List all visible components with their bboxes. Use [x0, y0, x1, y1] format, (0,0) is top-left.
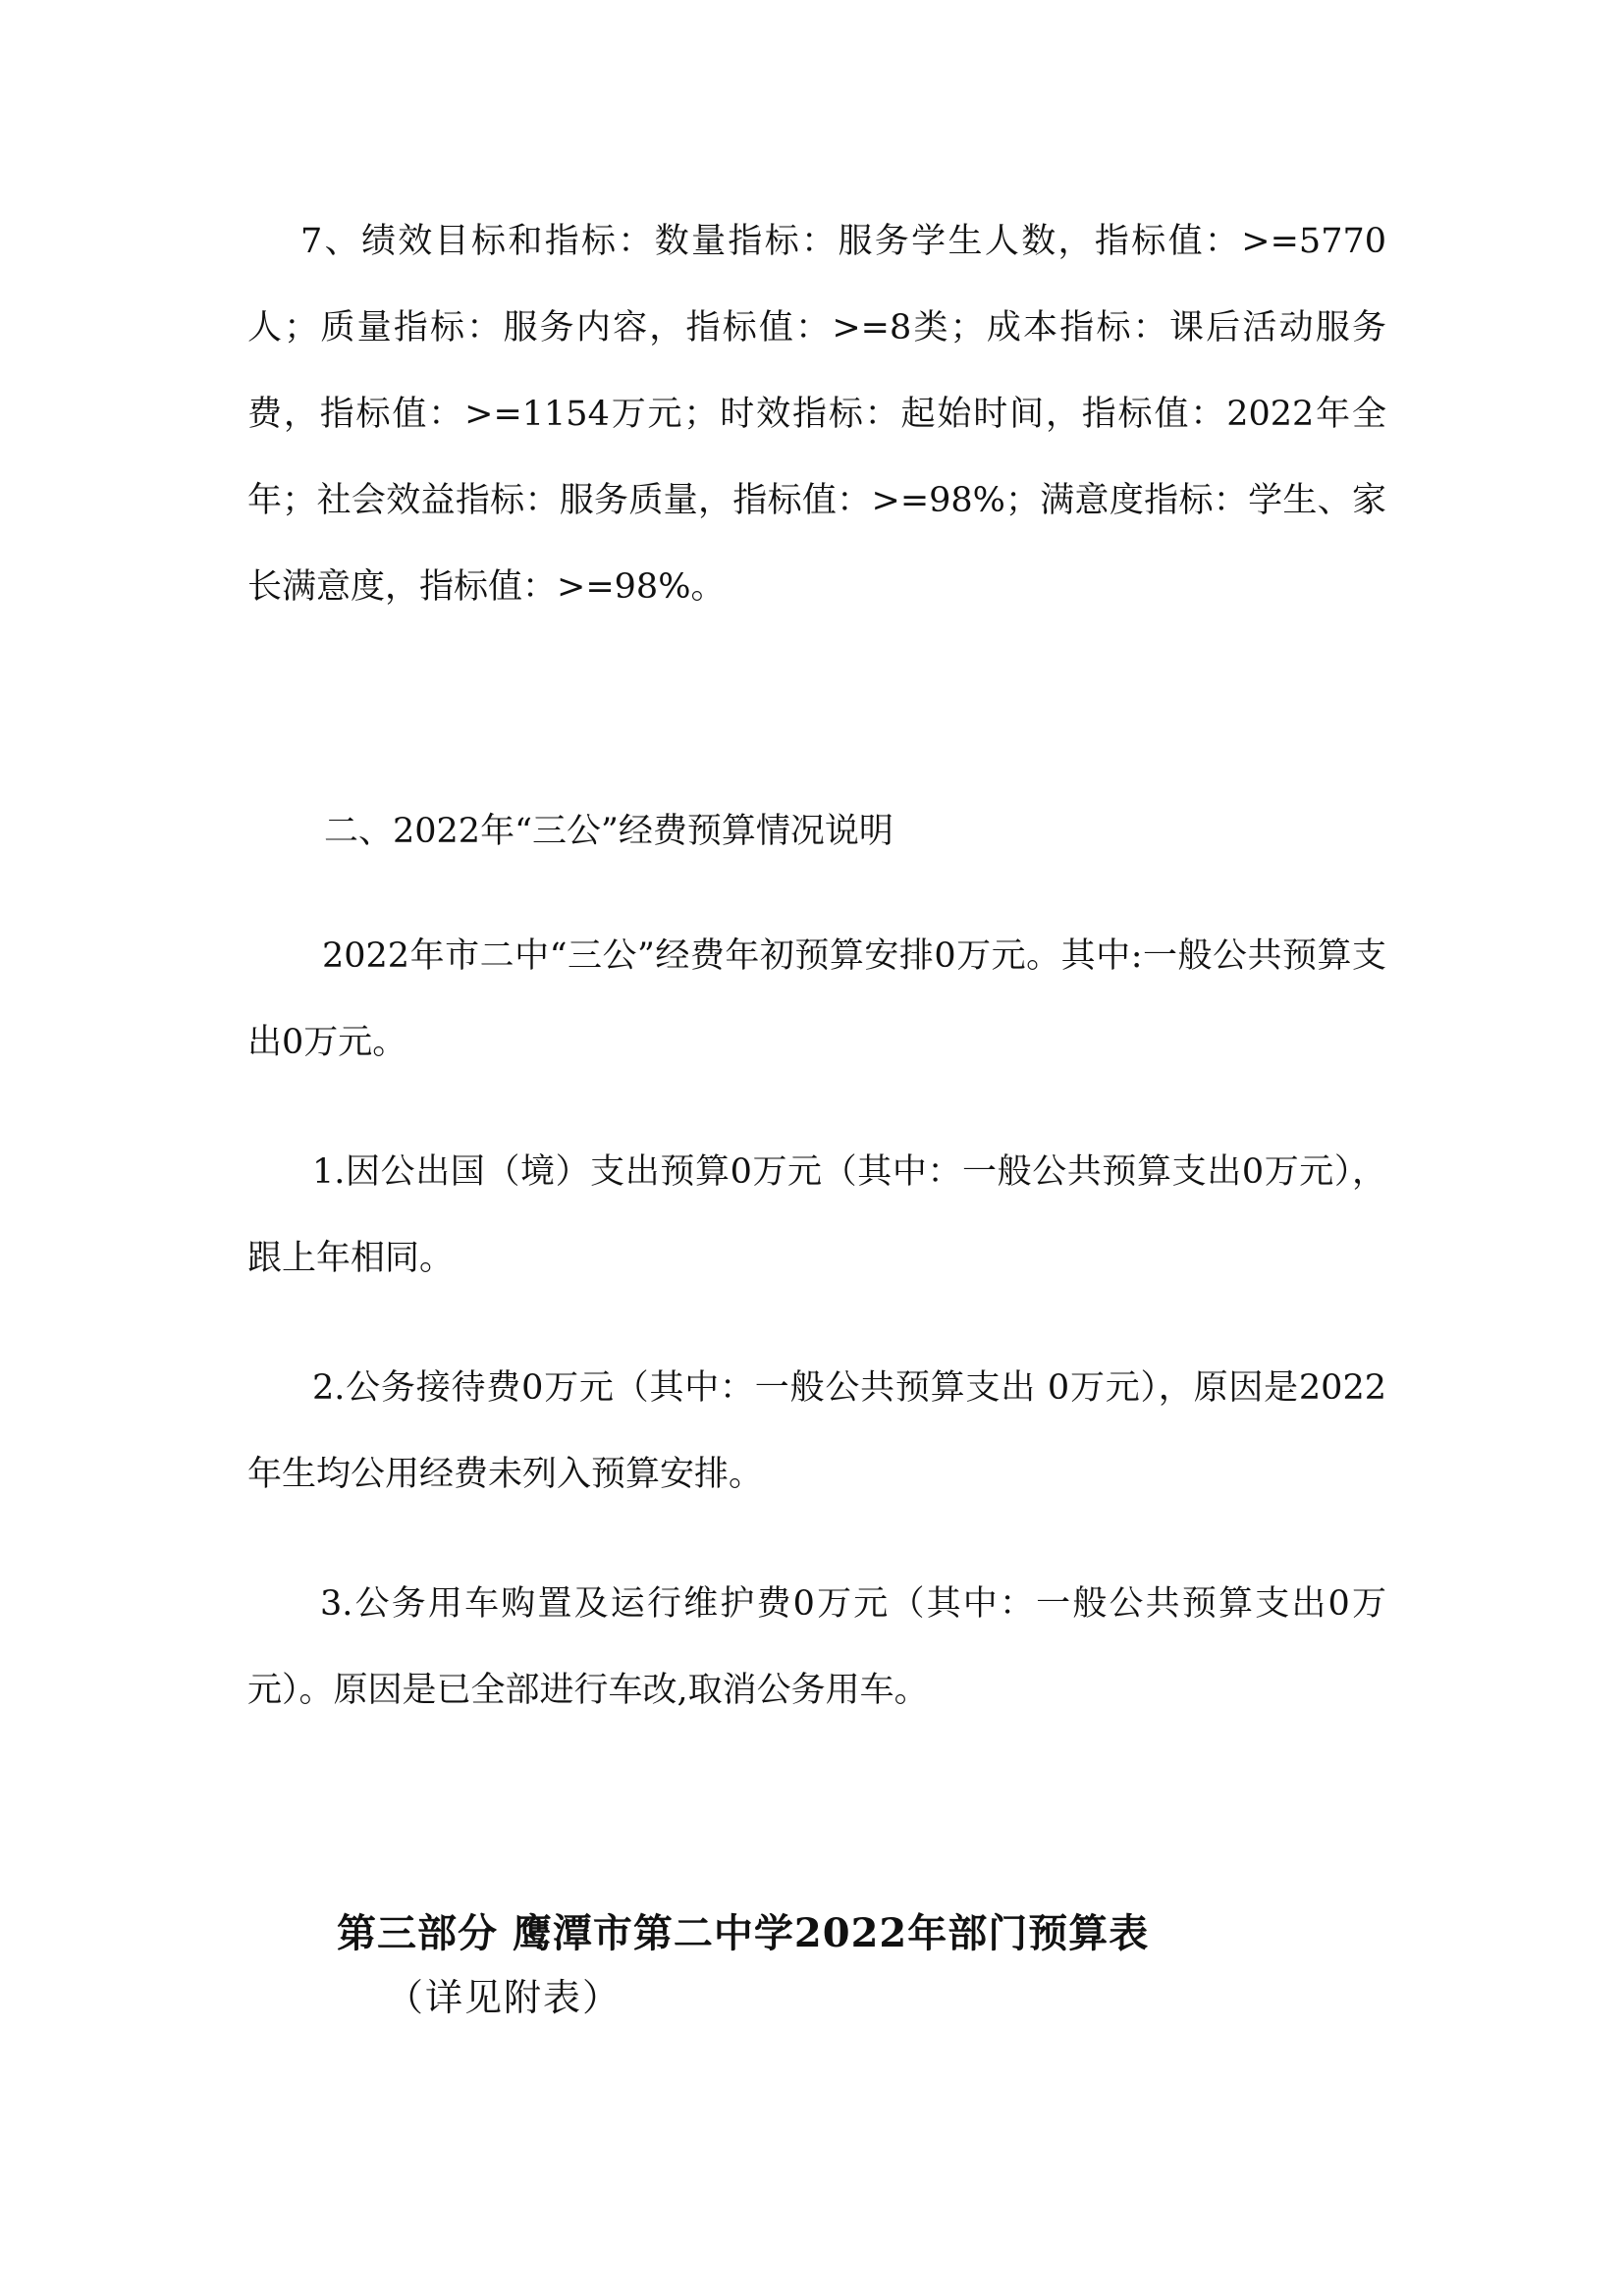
reception-expense-paragraph: 2.公务接待费0万元（其中：一般公共预算支出 0万元），原因是2022年生均公用经费未列入预算安排。 [247, 1368, 1386, 1494]
overseas-travel-expense-paragraph: 1.因公出国（境）支出预算0万元（其中：一般公共预算支出0万元），跟上年相同。 [247, 1152, 1386, 1278]
official-vehicle-expense-paragraph: 3.公务用车购置及运行维护费0万元（其中：一般公共预算支出0万元）。原因是已全部进行车改,取消公务用车。 [247, 1584, 1386, 1710]
part-three-title: 第三部分 鹰潭市第二中学2022年部门预算表 [337, 1910, 1150, 1956]
performance-targets-paragraph: 7、绩效目标和指标：数量指标：服务学生人数，指标值：>=5770人；质量指标：服务内容，指标值：>=8类；成本指标：课后活动服务费，指标值：>=1154万元；时效指标：起始时间，指标值：2022年全年；社会效益指标：服务质量，指标值：>=98%；满意度指标：学生、家长满意度，指标值：>=98%。 [247, 222, 1386, 607]
section-heading-three-public-expenses: 二、2022年“三公”经费预算情况说明 [324, 812, 893, 851]
see-attachment-note: （详见附表） [386, 1976, 623, 2019]
three-public-expenses-intro-paragraph: 2022年市二中“三公”经费年初预算安排0万元。其中:一般公共预算支出0万元。 [247, 936, 1386, 1062]
